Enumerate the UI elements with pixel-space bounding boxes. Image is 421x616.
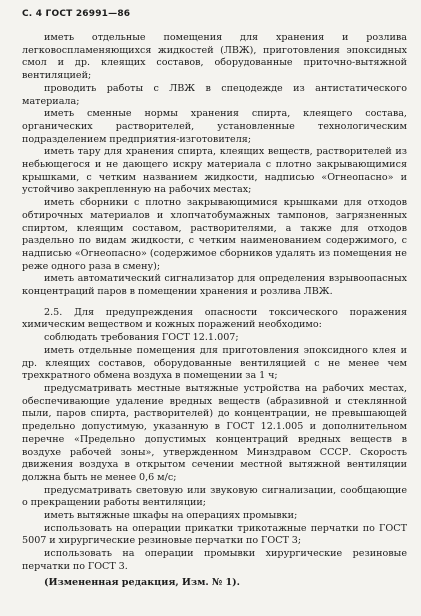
paragraph: иметь вытяжные шкафы на операциях промывки; <box>44 510 298 522</box>
paragraph: использовать на операции прикатки трикотажные перчатки по ГОСТ 5007 и хирургические резиновые перчатки по ГОСТ 3; <box>22 522 407 547</box>
paragraph: иметь сменные нормы хранения спирта, клеящего состава, органических растворителей, установленные технологическим подразделением предприятия-изготовителя; <box>22 108 407 145</box>
paragraph: использовать на операции промывки хирургические резиновые перчатки по ГОСТ 3. <box>22 548 407 572</box>
paragraph: соблюдать требования ГОСТ 12.1.007; <box>44 332 239 344</box>
paragraph: иметь отдельные помещения для приготовления эпоксидного клея и др. клеящих составов, оборудованные вентиляцией с не менее чем трехкратного обмена воздуха в помещении за 1 ч; <box>22 344 407 382</box>
amendment-note: (Измененная редакция, Изм. № 1). <box>44 576 241 588</box>
paragraph: предусматривать местные вытяжные устройства на рабочих местах, обеспечивающие удаление вредных веществ (абразивной и стеклянной пыли, паров спирта, растворителей) до концентрации, не превышающей предельно допустимую, указанную в ГОСТ 12.1.005 и дополнительном перечне «Предельно допустимых концентраций вредных веществ в воздухе рабочей зоны», утвержденном Минздравом СССР. Скорость движения воздуха в открытом сечении местной вытяжной вентиляции должна быть не менее 0,6 м/с; <box>22 382 407 483</box>
paragraph: иметь тару для хранения спирта, клеящих веществ, растворителей из небьющегося и не дающего искру материала с плотно закрывающимися крышками, с четким названием жидкости, надписью «Огнеопасно» и устойчиво закрепленную на рабочих местах; <box>22 146 407 196</box>
paragraph: иметь отдельные помещения для хранения и розлива легковоспламеняющихся жидкостей (ЛВЖ), приготовления эпоксидных смол и др. клеящих составов, оборудованные приточно-вытяжной вентиляцией; <box>22 32 407 82</box>
paragraph: 2.5. Для предупреждения опасности токсического поражения химическим веществом и кожных поражений необходимо: <box>22 306 407 331</box>
page-header: С. 4 ГОСТ 26991—86 <box>22 9 131 19</box>
paragraph: иметь автоматический сигнализатор для определения взрывоопасных концентраций паров в помещении хранения и розлива ЛВЖ. <box>22 273 407 298</box>
document-body <box>22 32 407 589</box>
paragraph: проводить работы с ЛВЖ в спецодежде из антистатического материала; <box>22 82 407 107</box>
paragraph: предусматривать световую или звуковую сигнализации, сообщающие о прекращении работы вентиляции; <box>22 484 407 509</box>
paragraph: иметь сборники с плотно закрывающимися крышками для отходов обтирочных материалов и хлопчатобумажных тампонов, загрязненных спиртом, клеящим составом, растворителями, а также для отходов раздельно по видам жидкости, с четким наименованием содержимого, с надписью «Огнеопасно» (содержимое сборников удалять из помещения не реже одного раза в смену); <box>22 197 407 272</box>
